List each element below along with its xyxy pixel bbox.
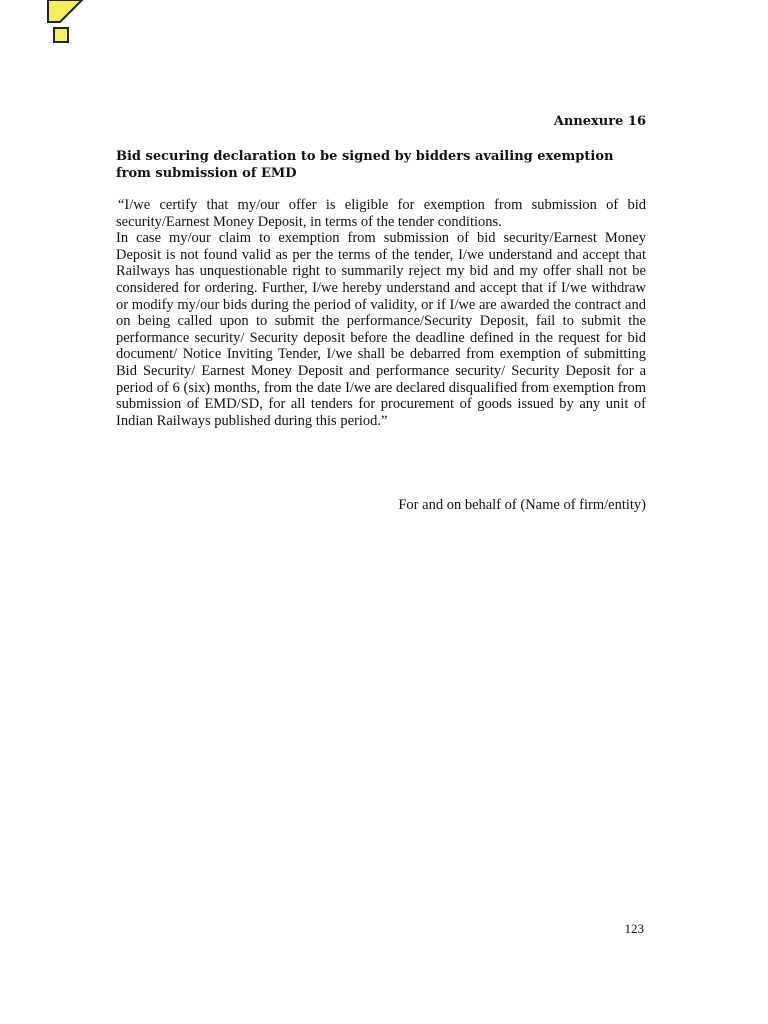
page-number: 123 xyxy=(624,921,644,936)
corner-mark-icon xyxy=(0,0,90,50)
annexure-label: Annexure 16 xyxy=(553,114,646,129)
signature-line: For and on behalf of (Name of firm/entity) xyxy=(398,497,646,513)
declaration-body xyxy=(116,197,646,429)
declaration-paragraph-2: In case my/our claim to exemption from submission of bid security/Earnest Money Deposit is not found valid as per the terms of the tender, I/we understand and accept that Railways has unquestionable right to summarily reject my bid and my offer shall not be considered for ordering. Further, I/we hereby understand and accept that if I/we withdraw or modify my/our bids during the period of validity, or if I/we are awarded the contract and on being called upon to submit the performance/Security Deposit, fail to submit the performance security/ Security deposit before the deadline defined in the request for bid document/ Notice Inviting Tender, I/we shall be debarred from exemption of submitting Bid Security/ Earnest Money Deposit and performance security/ Security Deposit for a period of 6 (six) months, from the date I/we are declared disqualified from exemption from submission of EMD/SD, for all tenders for procurement of goods issued by any unit of Indian Railways published during this period.” xyxy=(116,230,646,429)
document-heading: Bid securing declaration to be signed by bidders availing exemption from submission of EMD xyxy=(116,149,614,181)
declaration-paragraph-1: “I/we certify that my/our offer is eligible for exemption from submission of bid security/Earnest Money Deposit, in terms of the tender conditions. xyxy=(116,197,646,230)
